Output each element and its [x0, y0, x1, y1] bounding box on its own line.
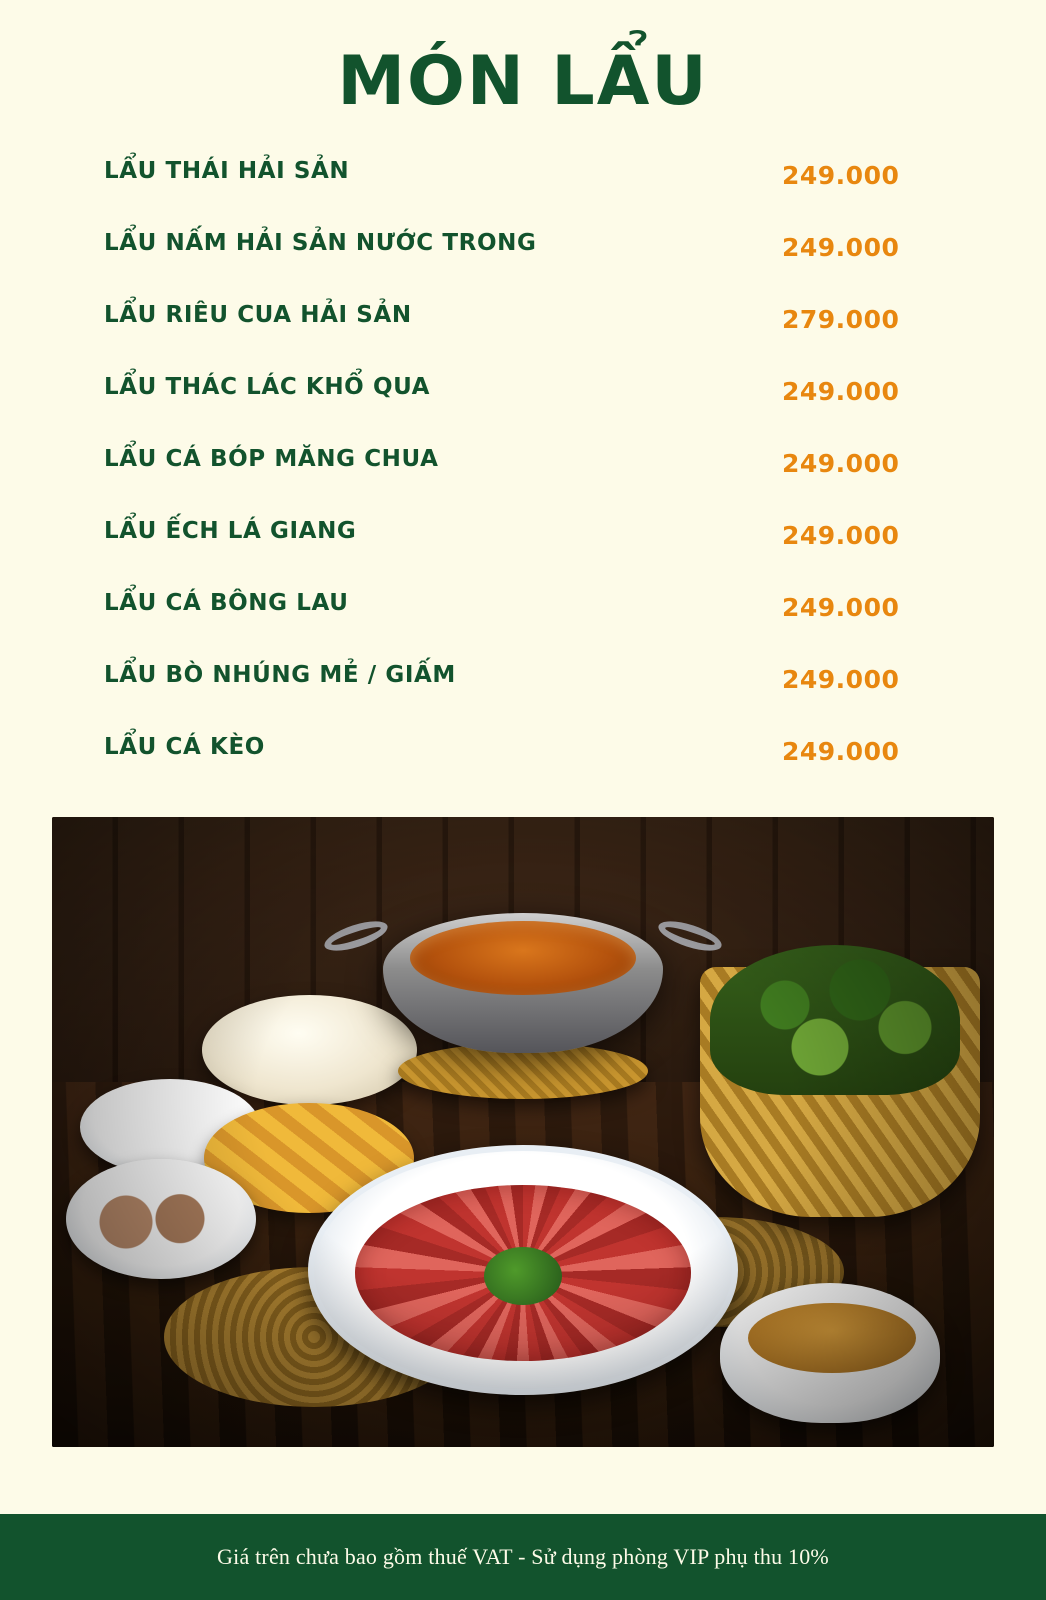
menu-item-price: 249.000 — [782, 521, 900, 551]
list-item — [104, 155, 942, 227]
herb-garnish — [484, 1247, 562, 1305]
list-item — [104, 587, 942, 659]
fresh-greens — [710, 945, 960, 1095]
list-item — [104, 515, 942, 587]
list-item — [104, 227, 942, 299]
footer-note: Giá trên chưa bao gồm thuế VAT - Sử dụng phòng VIP phụ thu 10% — [217, 1544, 829, 1569]
menu-item-name: LẨU CÁ BÔNG LAU — [104, 590, 349, 617]
menu-item-list — [0, 155, 1046, 803]
menu-item-name: LẨU CÁ BÓP MĂNG CHUA — [104, 446, 439, 473]
menu-item-name: LẨU THÁI HẢI SẢN — [104, 158, 350, 185]
page-title: MÓN LẨU — [337, 42, 709, 121]
menu-item-name: LẨU CÁ KÈO — [104, 734, 265, 761]
menu-item-price: 249.000 — [782, 161, 900, 191]
menu-item-name: LẨU NẤM HẢI SẢN NƯỚC TRONG — [104, 230, 537, 257]
broth-surface — [410, 921, 636, 995]
list-item — [104, 659, 942, 731]
footer-bar — [0, 1514, 1046, 1600]
side-bowl-contents — [748, 1303, 916, 1373]
menu-item-price: 249.000 — [782, 593, 900, 623]
menu-item-name: LẨU ẾCH LÁ GIANG — [104, 518, 357, 545]
menu-item-price: 249.000 — [782, 737, 900, 767]
photo-background — [52, 817, 994, 1447]
list-item — [104, 371, 942, 443]
menu-item-name: LẨU BÒ NHÚNG MẺ / GIẤM — [104, 662, 456, 689]
rice-plate — [202, 995, 417, 1105]
menu-item-price: 279.000 — [782, 305, 900, 335]
menu-item-price: 249.000 — [782, 449, 900, 479]
meatball-serving — [96, 1189, 216, 1255]
menu-item-price: 249.000 — [782, 377, 900, 407]
menu-item-price: 249.000 — [782, 233, 900, 263]
menu-item-name: LẨU RIÊU CUA HẢI SẢN — [104, 302, 412, 329]
hot-pot-photo — [52, 817, 994, 1447]
menu-item-name: LẨU THÁC LÁC KHỔ QUA — [104, 374, 431, 401]
menu-item-price: 249.000 — [782, 665, 900, 695]
list-item — [104, 731, 942, 803]
list-item — [104, 443, 942, 515]
list-item — [104, 299, 942, 371]
